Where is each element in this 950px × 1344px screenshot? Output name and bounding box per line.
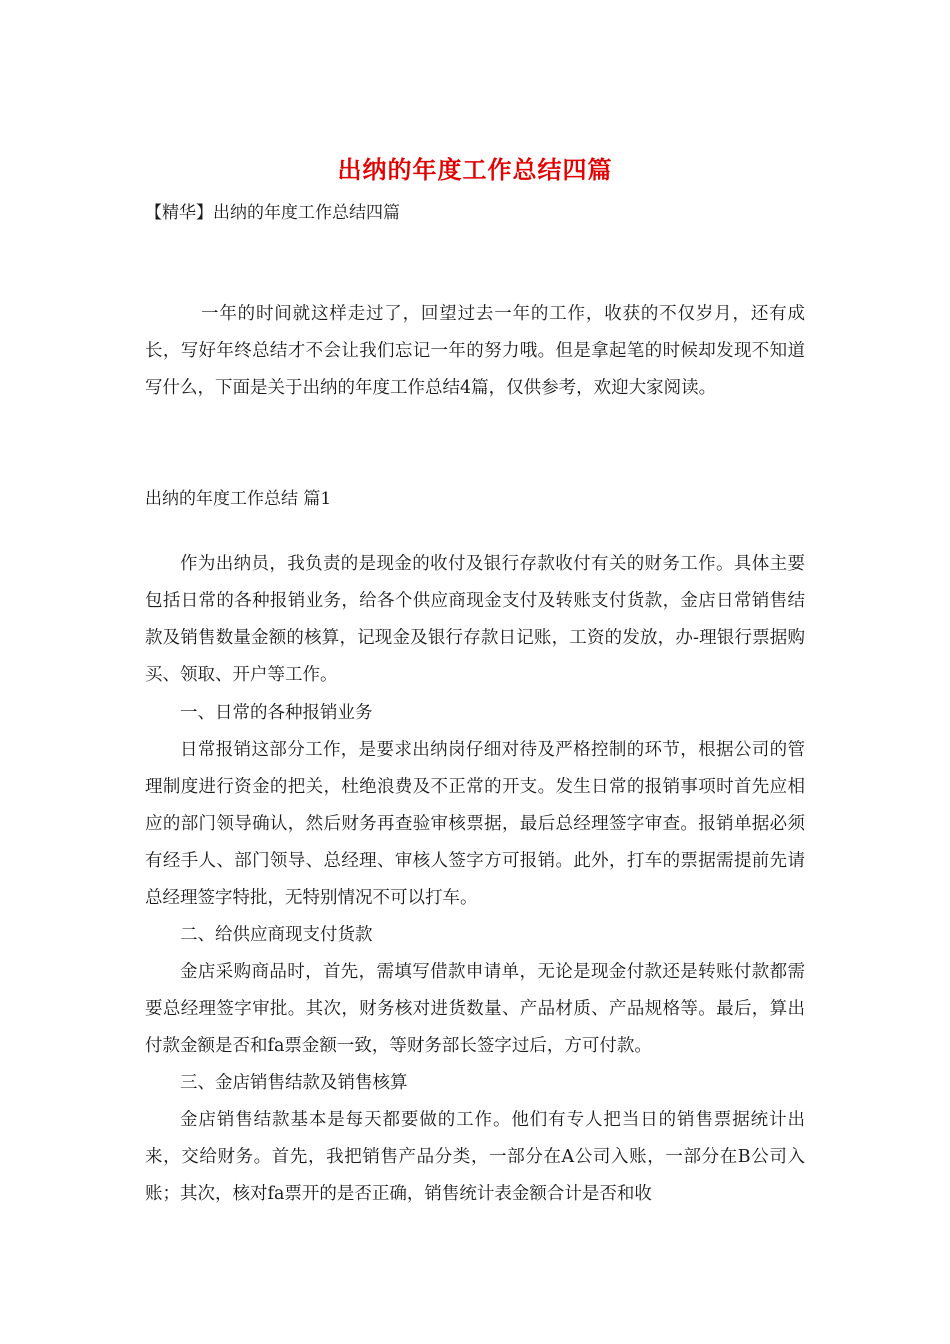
section-title: 出纳的年度工作总结 篇1 bbox=[145, 489, 332, 509]
paragraph-supplier-payment: 金店采购商品时，首先，需填写借款申请单，无论是现金付款还是转账付款都需要总经理签字审批。其次，财务核对进货数量、产品材质、产品规格等。最后，算出付款金额是否和fa票金额一致，等财务部长签字过后，方可付款。 bbox=[145, 962, 805, 1056]
heading-supplier-payment: 二、给供应商现支付货款 bbox=[180, 925, 373, 945]
document-subtitle: 【精华】出纳的年度工作总结四篇 bbox=[145, 203, 400, 223]
paragraph-sales-settlement: 金店销售结款基本是每天都要做的工作。他们有专人把当日的销售票据统计出来，交给财务。首先，我把销售产品分类，一部分在A公司入账，一部分在B公司入账；其次，核对fa票开的是否正确，销售统计表金额合计是否和收 bbox=[145, 1110, 805, 1204]
intro-paragraph: 一年的时间就这样走过了，回望过去一年的工作，收获的不仅岁月，还有成长，写好年终总结才不会让我们忘记一年的努力哦。但是拿起笔的时候却发现不知道写什么，下面是关于出纳的年度工作总结4篇，仅供参考，欢迎大家阅读。 bbox=[145, 304, 805, 398]
paragraph-reimbursement: 日常报销这部分工作，是要求出纳岗仔细对待及严格控制的环节，根据公司的管理制度进行资金的把关，杜绝浪费及不正常的开支。发生日常的报销事项时首先应相应的部门领导确认，然后财务再查验审核票据，最后总经理签字审查。报销单据必须有经手人、部门领导、总经理、审核人签字方可报销。此外，打车的票据需提前先请总经理签字特批，无特别情况不可以打车。 bbox=[145, 740, 805, 908]
paragraph-overview: 作为出纳员，我负责的是现金的收付及银行存款收付有关的财务工作。具体主要包括日常的各种报销业务，给各个供应商现金支付及转账支付货款，金店日常销售结款及销售数量金额的核算，记现金及银行存款日记账，工资的发放，办-理银行票据购买、领取、开户等工作。 bbox=[145, 554, 805, 685]
heading-reimbursement: 一、日常的各种报销业务 bbox=[180, 703, 373, 723]
document-title: 出纳的年度工作总结四篇 bbox=[337, 155, 613, 184]
heading-sales-settlement: 三、金店销售结款及销售核算 bbox=[180, 1073, 408, 1093]
